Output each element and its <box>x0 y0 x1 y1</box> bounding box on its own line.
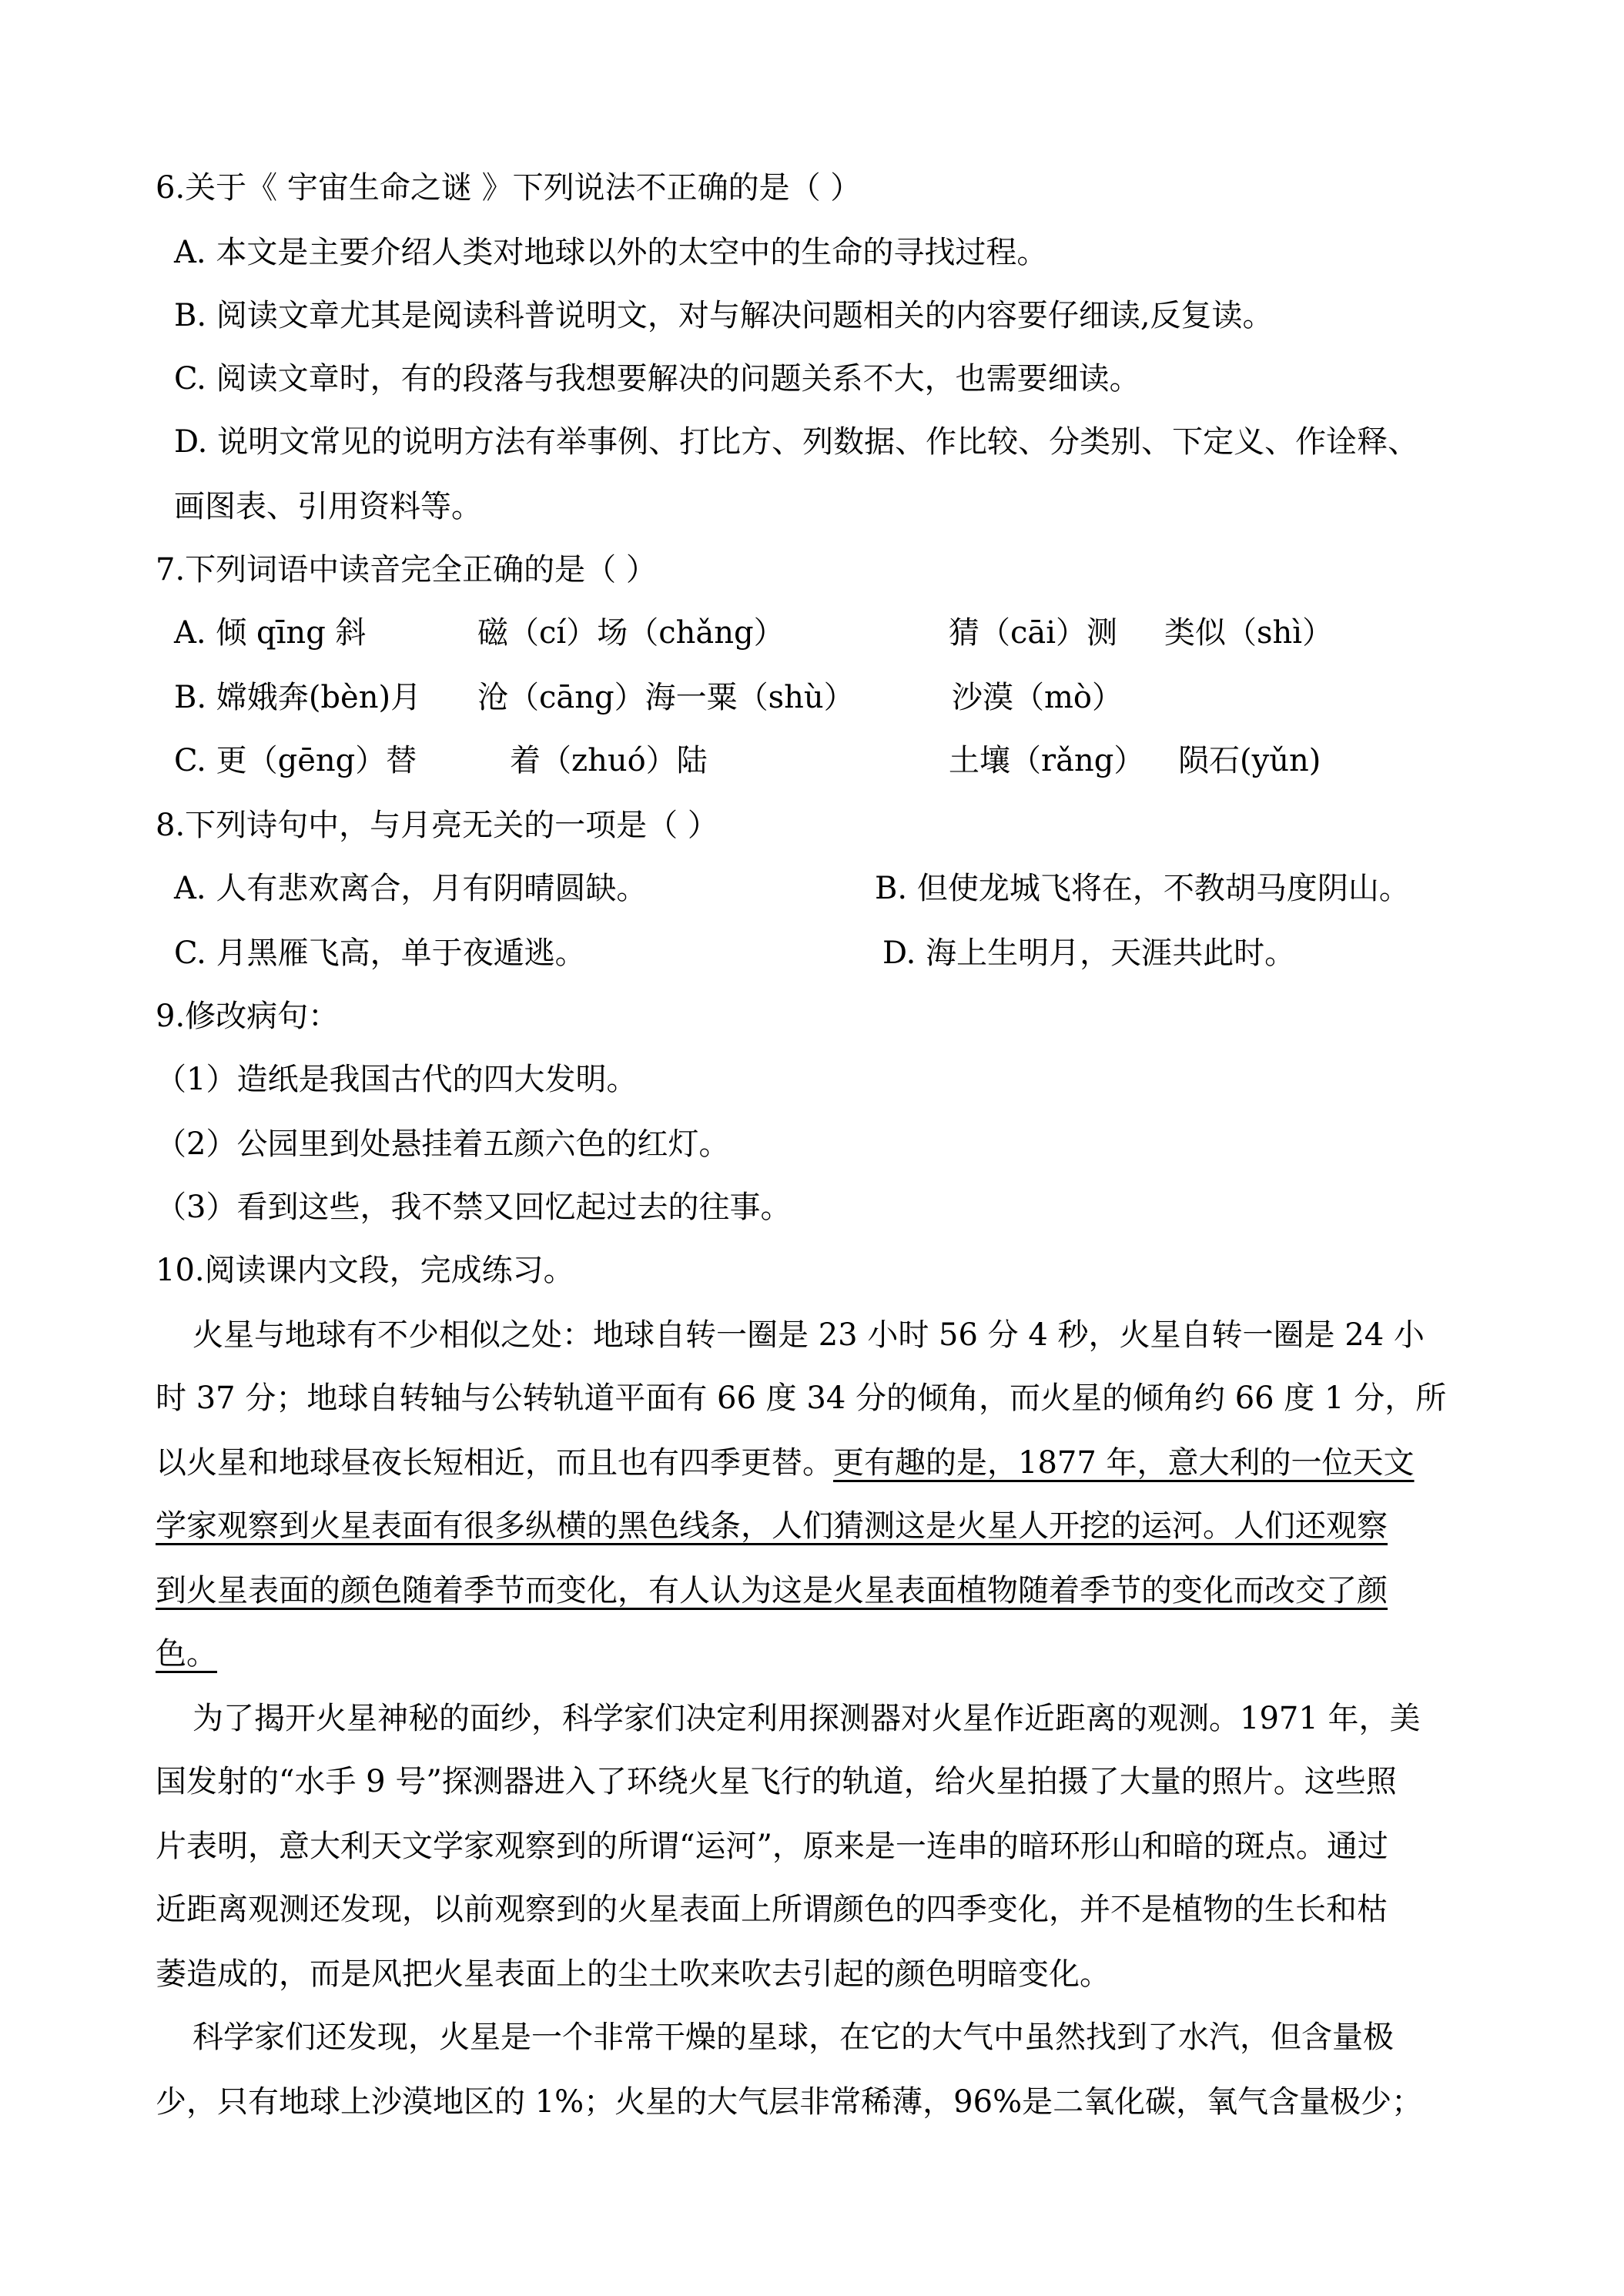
q10-p1-line1: 火星与地球有不少相似之处：地球自转一圈是 23 小时 56 分 4 秒，火星自转一圈是 24 小 <box>193 1317 1425 1353</box>
q6-option-a: A. 本文是主要介绍人类对地球以外的太空中的生命的寻找过程。 <box>174 235 1048 270</box>
q6-option-d-line2: 画图表、引用资料等。 <box>174 489 482 524</box>
q7-c-word2: 着（zhuó）陆 <box>510 743 708 778</box>
q7-a-word3: 猜（cāi）测 <box>949 615 1118 651</box>
q8-stem: 8.下列诗句中，与月亮无关的一项是（ ） <box>156 808 718 843</box>
q6-option-c: C. 阅读文章时，有的段落与我想要解决的问题关系不大，也需要细读。 <box>174 361 1140 397</box>
q9-item-2: （2）公园里到处悬挂着五颜六色的红灯。 <box>156 1126 730 1162</box>
q7-a-word4: 类似（shì） <box>1164 615 1334 651</box>
q10-p2-line4: 近距离观测还发现，以前观察到的火星表面上所谓颜色的四季变化，并不是植物的生长和枯 <box>156 1892 1388 1927</box>
q10-p2-line2: 国发射的“水手 9 号”探测器进入了环绕火星飞行的轨道，给火星拍摄了大量的照片。这些照 <box>156 1764 1397 1799</box>
q9-item-3: （3）看到这些，我不禁又回忆起过去的往事。 <box>156 1190 792 1225</box>
q9-stem: 9.修改病句： <box>156 999 340 1034</box>
q6-option-b: B. 阅读文章尤其是阅读科普说明文，对与解决问题相关的内容要仔细读,反复读。 <box>174 298 1274 333</box>
q7-c-word3: 土壤（rǎng） <box>949 743 1145 778</box>
q10-p1-underlined-start: 更有趣的是，1877 年，意大利的一位天文 <box>833 1445 1415 1481</box>
q8-option-b: B. 但使龙城飞将在，不教胡马度阴山。 <box>875 871 1410 906</box>
q8-option-d: D. 海上生明月，天涯共此时。 <box>882 935 1296 971</box>
q7-b-word1: B. 嫦娥奔(bèn)月 <box>174 680 422 715</box>
q10-p1-line4-underlined: 学家观察到火星表面有很多纵横的黑色线条，人们猜测这是火星人开挖的运河。人们还观察 <box>156 1508 1388 1544</box>
q10-p2-line3: 片表明，意大利天文学家观察到的所谓“运河”，原来是一连串的暗环形山和暗的斑点。通过 <box>156 1829 1388 1864</box>
q10-p1-line5-underlined: 到火星表面的颜色随着季节而变化，有人认为这是火星表面植物随着季节的变化而改交了颜 <box>156 1573 1388 1608</box>
q7-b-word2: 沧（cāng）海一粟（shù） <box>477 680 855 715</box>
q7-stem: 7.下列词语中读音完全正确的是（ ） <box>156 552 657 587</box>
q6-option-d-line1: D. 说明文常见的说明方法有举事例、打比方、列数据、作比较、分类别、下定义、作诠释、 <box>174 424 1419 460</box>
q10-p1-line3 <box>156 1443 1415 1483</box>
q8-option-c: C. 月黑雁飞高，单于夜遁逃。 <box>174 935 586 971</box>
q10-stem: 10.阅读课内文段，完成练习。 <box>156 1253 574 1288</box>
q10-p1-line6-underlined: 色。 <box>156 1636 217 1672</box>
q7-b-word3: 沙漠（mò） <box>952 680 1123 715</box>
q7-c-word4: 陨石(yǔn) <box>1178 743 1321 778</box>
q8-option-a: A. 人有悲欢离合，月有阴晴圆缺。 <box>174 871 648 906</box>
q10-p2-line5: 萎造成的，而是风把火星表面上的尘土吹来吹去引起的颜色明暗变化。 <box>156 1956 1110 1992</box>
q10-p3-line1: 科学家们还发现，火星是一个非常干燥的星球，在它的大气中虽然找到了水汽，但含量极 <box>193 2020 1394 2055</box>
q10-p1-line2: 时 37 分；地球自转轴与公转轨道平面有 66 度 34 分的倾角，而火星的倾角约 66 度 1 分，所 <box>156 1381 1447 1416</box>
q7-a-word1: A. 倾 qīng 斜 <box>174 615 367 651</box>
q9-item-1: （1）造纸是我国古代的四大发明。 <box>156 1062 638 1097</box>
q10-p1-line3-plain: 以火星和地球昼夜长短相近，而且也有四季更替。 <box>156 1445 833 1481</box>
q7-c-word1: C. 更（gēng）替 <box>174 743 417 778</box>
q10-p2-line1: 为了揭开火星神秘的面纱，科学家们决定利用探测器对火星作近距离的观测。1971 年，美 <box>193 1701 1421 1736</box>
q7-a-word2: 磁（cí）场（chǎng） <box>477 615 785 651</box>
q6-stem: 6.关于《 宇宙生命之谜 》下列说法不正确的是（ ） <box>156 170 862 206</box>
q10-p3-line2: 少，只有地球上沙漠地区的 1%；火星的大气层非常稀薄，96%是二氧化碳，氧气含量极少； <box>156 2084 1423 2120</box>
